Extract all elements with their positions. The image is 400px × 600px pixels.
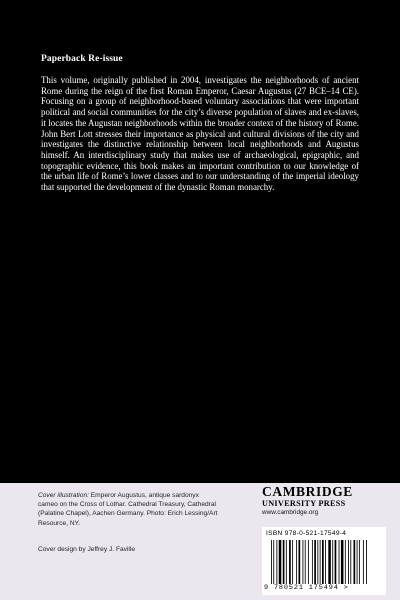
back-cover-bottom-panel: [0, 483, 400, 600]
cover-illustration-text: Emperor Augustus, antique sardonyx cameo on the Cross of Lothar. Cathedral Treasury, Cathedral (Palatine Chapel), Aachen Germany. Photo: Erich Lessing/Art Resource, NY.: [38, 492, 218, 527]
barcode-digits: 9 780521 175494 >: [264, 584, 349, 592]
cover-illustration-label: Cover illustration:: [38, 492, 89, 499]
reissue-heading: Paperback Re-issue: [41, 54, 123, 64]
publisher-subtitle: UNIVERSITY PRESS: [262, 499, 346, 508]
publisher-url: www.cambridge.org: [262, 509, 319, 516]
isbn-barcode-box: [262, 527, 386, 595]
cover-design-credit: Cover design by Jeffrey J. Faville: [38, 546, 135, 553]
publisher-name: CAMBRIDGE: [262, 484, 353, 499]
publisher-block: [262, 485, 382, 517]
isbn-number: ISBN 978-0-521-17549-4: [266, 530, 347, 537]
cover-illustration-credit: [38, 491, 218, 528]
book-description: This volume, originally published in 2004, investigates the neighborhoods of ancient Rome during the reign of the first Roman Emperor, Caesar Augustus (27 BCE–14 CE). Focusing on a group of neighborhood-based voluntary associations that were important political and social communities for the city’s diverse population of slaves and ex-slaves, it locates the Augustan neighborhoods within the broader context of the history of Rome. John Bert Lott stresses their importance as physical and cultural divisions of the city and investigates the distinctive relationship between local neighborhoods and Augustus himself. An interdisciplinary study that makes use of archaeological, epigraphic, and topographic evidence, this book makes an important contribution to our knowledge of the urban life of Rome’s lower classes and to our understanding of the imperial ideology that supported the development of the dynastic Roman monarchy.: [41, 75, 359, 193]
barcode-icon: [271, 540, 379, 584]
